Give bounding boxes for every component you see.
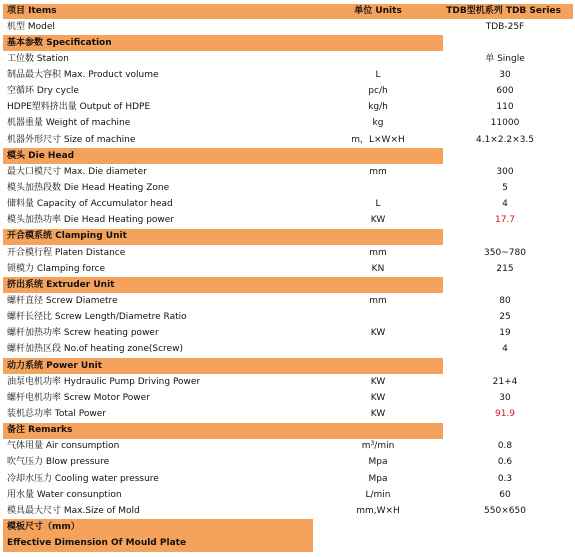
- spec-value: 25: [499, 312, 511, 323]
- spec-unit: [313, 180, 443, 196]
- spec-label: 螺杆加热区段 No.of heating zone(Screw): [7, 344, 183, 355]
- header-units: 单位 Units: [313, 4, 443, 19]
- spec-unit: KW: [370, 392, 386, 403]
- model-unit: [313, 19, 443, 35]
- spec-value: 350~780: [484, 247, 526, 258]
- spec-label: 冷却水压力 Cooling water pressure: [7, 473, 159, 484]
- spec-row: [3, 374, 573, 390]
- spec-unit: KW: [370, 376, 386, 387]
- section-fill: [313, 423, 443, 439]
- spec-unit: KN: [371, 263, 385, 274]
- section-header-row: [3, 277, 573, 293]
- spec-unit: [313, 342, 443, 358]
- section-blank: [443, 229, 573, 245]
- section-blank: [443, 423, 573, 439]
- spec-value: 30: [499, 69, 511, 80]
- spec-value: 110: [496, 102, 514, 113]
- spec-label: 储料量 Capacity of Accumulator head: [7, 199, 173, 210]
- spec-label: 工位数 Station: [7, 53, 69, 64]
- spec-unit: [313, 51, 443, 67]
- section-blank: [443, 358, 573, 374]
- section-header-row: [3, 229, 573, 245]
- spec-row: [3, 310, 573, 326]
- spec-row: [3, 471, 573, 487]
- spec-row: [3, 164, 573, 180]
- spec-unit: [313, 439, 443, 455]
- spec-value: 21+4: [492, 376, 518, 387]
- spec-label: 螺杆加热功率 Screw heating power: [7, 328, 159, 339]
- spec-label: 模头加热段数 Die Head Heating Zone: [7, 182, 170, 193]
- spec-value: 单 Single: [485, 53, 525, 64]
- header-row: [3, 4, 573, 19]
- spec-unit: L/min: [365, 489, 391, 500]
- spec-value: 91.9: [494, 408, 516, 419]
- section-title: 模头 Die Head: [3, 148, 313, 164]
- spec-value: 300: [496, 166, 514, 177]
- section-blank: [443, 277, 573, 293]
- spec-label: 机器外形尺寸 Size of machine: [7, 134, 136, 145]
- spec-value: 19: [499, 328, 511, 339]
- spec-label: 模头加热功率 Die Head Heating power: [7, 215, 175, 226]
- section-header-row: [3, 35, 573, 51]
- header-series: TDB型机系列 TDB Series: [443, 4, 573, 19]
- section-blank: [443, 148, 573, 164]
- spec-row: [3, 67, 573, 83]
- spec-unit: L: [375, 199, 381, 210]
- spec-value: 17.7: [494, 215, 516, 226]
- mould-plate-row-cn: [3, 519, 573, 535]
- spec-row: [3, 84, 573, 100]
- section-title: 基本参数 Specification: [3, 35, 313, 51]
- spec-value: 550×650: [484, 505, 526, 516]
- model-row: [3, 19, 573, 35]
- section-header-row: [3, 148, 573, 164]
- unit-superscript: 3: [370, 440, 375, 448]
- spec-label: 空循环 Dry cycle: [7, 86, 79, 97]
- spec-value: 4.1×2.2×3.5: [475, 134, 535, 145]
- spec-unit: kg: [372, 118, 384, 129]
- spec-unit: kg/h: [368, 102, 388, 113]
- spec-unit: mm: [369, 166, 387, 177]
- unit-main: m: [361, 441, 371, 452]
- spec-unit: L: [375, 69, 381, 80]
- spec-unit: Mpa: [368, 457, 388, 468]
- section-title: 备注 Remarks: [3, 423, 313, 439]
- spec-row: [3, 197, 573, 213]
- header-items: 项目 Items: [3, 4, 313, 19]
- spec-table: [3, 4, 573, 552]
- spec-row: [3, 261, 573, 277]
- section-fill: [313, 358, 443, 374]
- spec-unit: mm: [369, 247, 387, 258]
- spec-label: 螺杆电机功率 Screw Motor Power: [7, 392, 150, 403]
- spec-label: 螺杆直径 Screw Diametre: [7, 295, 118, 306]
- spec-label: 最大口模尺寸 Max. Die diameter: [7, 166, 147, 177]
- spec-label: 吹气压力 Blow pressure: [7, 457, 110, 468]
- spec-label: 开合模行程 Platen Distance: [7, 247, 126, 258]
- mould-plate-blank: [443, 536, 573, 552]
- spec-unit: pc/h: [368, 86, 388, 97]
- section-title: 挤出系统 Extruder Unit: [3, 277, 313, 293]
- spec-label: 制品最大容积 Max. Product volume: [7, 69, 159, 80]
- spec-row: [3, 116, 573, 132]
- spec-row: [3, 439, 573, 455]
- spec-value: 4: [502, 344, 508, 355]
- spec-row: [3, 455, 573, 471]
- spec-value: 4: [502, 199, 508, 210]
- mould-plate-row-en: [3, 536, 573, 552]
- spec-label: 用水量 Water consunption: [7, 489, 122, 500]
- spec-value: 5: [502, 182, 508, 193]
- spec-value: 0.6: [497, 457, 513, 468]
- spec-row: [3, 487, 573, 503]
- section-header-row: [3, 358, 573, 374]
- spec-row: [3, 342, 573, 358]
- spec-label: 机器重量 Weight of machine: [7, 118, 131, 129]
- spec-label: 螺杆长径比 Screw Length/Diametre Ratio: [7, 312, 187, 323]
- spec-unit: mm: [369, 295, 387, 306]
- section-title: 开合模系统 Clamping Unit: [3, 229, 313, 245]
- spec-row: [3, 406, 573, 422]
- mould-plate-title-en: Effective Dimension Of Mould Plate: [3, 536, 313, 552]
- spec-row: [3, 293, 573, 309]
- spec-value: 80: [499, 295, 511, 306]
- spec-row: [3, 503, 573, 519]
- spec-unit: [313, 310, 443, 326]
- spec-label: HDPE塑料挤出量 Output of HDPE: [7, 102, 151, 113]
- spec-label: 气体用量 Air consumption: [7, 441, 120, 452]
- section-fill: [313, 35, 443, 51]
- spec-unit: KW: [370, 215, 386, 226]
- spec-label: 模具最大尺寸 Max.Size of Mold: [7, 505, 140, 516]
- spec-label: 油泵电机功率 Hydraulic Pump Driving Power: [7, 376, 201, 387]
- mould-plate-blank: [313, 519, 443, 535]
- section-fill: [313, 277, 443, 293]
- spec-row: [3, 132, 573, 148]
- spec-value: 215: [496, 263, 514, 274]
- spec-row: [3, 326, 573, 342]
- spec-row: [3, 390, 573, 406]
- section-fill: [313, 229, 443, 245]
- spec-value: 30: [499, 392, 511, 403]
- spec-row: [3, 100, 573, 116]
- spec-value: 0.8: [497, 441, 513, 452]
- section-blank: [443, 35, 573, 51]
- spec-value: 0.3: [497, 473, 513, 484]
- spec-label: 锁模力 Clamping force: [7, 263, 106, 274]
- model-label: 机型 Model: [7, 21, 55, 32]
- spec-unit: Mpa: [368, 473, 388, 484]
- spec-row: [3, 245, 573, 261]
- spec-unit: m，L×W×H: [351, 134, 405, 145]
- model-value: TDB-25F: [485, 21, 525, 32]
- spec-unit: mm,W×H: [356, 505, 400, 516]
- spec-sheet: [3, 4, 573, 552]
- unit-tail: /min: [374, 441, 395, 452]
- spec-unit: KW: [370, 408, 386, 419]
- spec-unit: KW: [370, 328, 386, 339]
- section-header-row: [3, 423, 573, 439]
- spec-value: 11000: [490, 118, 520, 129]
- spec-row: [3, 180, 573, 196]
- spec-row: [3, 51, 573, 67]
- section-fill: [313, 148, 443, 164]
- mould-plate-title-cn: 模板尺寸（mm）: [3, 519, 313, 535]
- section-title: 动力系统 Power Unit: [3, 358, 313, 374]
- spec-value: 600: [496, 86, 514, 97]
- spec-row: [3, 213, 573, 229]
- spec-value: 60: [499, 489, 511, 500]
- spec-label: 装机总功率 Total Power: [7, 408, 106, 419]
- mould-plate-blank: [313, 536, 443, 552]
- mould-plate-blank: [443, 519, 573, 535]
